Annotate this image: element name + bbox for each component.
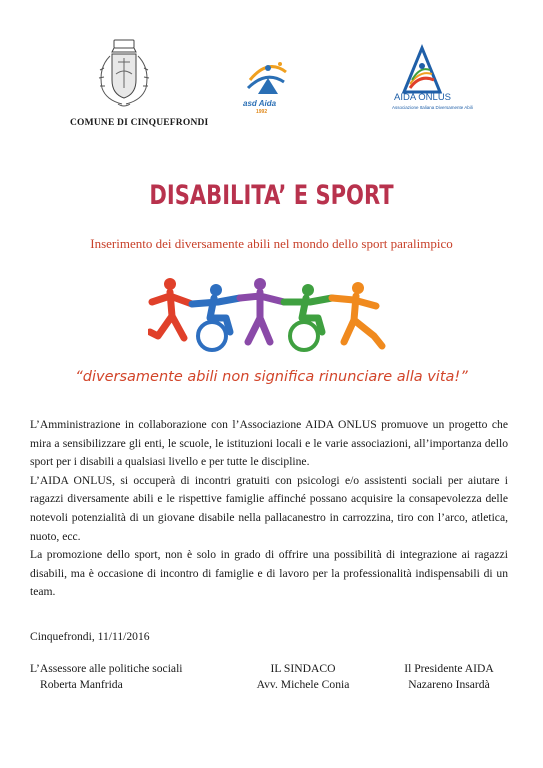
signature-role: IL SINDACO	[270, 662, 336, 675]
page-subtitle: Inserimento dei diversamente abili nel mondo dello sport paralimpico	[90, 236, 453, 251]
asd-aida-year: 1992	[256, 109, 268, 115]
aida-onlus-subtitle: Associazione Italiana Diversamente Abili	[392, 105, 473, 110]
document-date: Cinquefrondi, 11/11/2016	[30, 630, 150, 643]
aida-onlus-name: AIDA ONLUS	[394, 92, 452, 103]
signature-assessore	[30, 661, 200, 693]
signature-presidente	[379, 661, 519, 693]
signature-role: L’Assessore alle politiche sociali	[30, 662, 183, 675]
comune-label: COMUNE DI CINQUEFRONDI	[70, 118, 209, 128]
body-paragraph-2: L’AIDA ONLUS, si occuperà di incontri gratuiti con psicologi e/o assistenti sociali per aiutare i ragazzi diversamente abili e le rispettive famiglie affinché possano acquisire la consapevolezza delle notevoli potenzialità di un giovane disabile nella pallacanestro in carrozzina, tiro con l’arco, atletica, nuoto, ecc.	[30, 473, 508, 543]
body-paragraph-3: La promozione dello sport, non è solo in grado di offrire una possibilità di integrazione ai ragazzi disabili, ma è occasione di incontro di famiglie e di lavoro per la professionalità indispensabili di un team.	[30, 548, 508, 599]
people-holding-hands-icon	[148, 276, 388, 360]
body-paragraph-1: L’Amministrazione in collaborazione con l’Associazione AIDA ONLUS promuove un progetto che mira a sensibilizzare gli enti, le scuole, le istituzioni locali e le varie associazioni, all’importanza dello sport per i disabili a qualsiasi livello e per tutte le discipline.	[30, 418, 508, 469]
page-title: DISABILITA’ E SPORT	[149, 180, 394, 211]
signature-role: Il Presidente AIDA	[404, 662, 494, 675]
signature-person: Avv. Michele Conia	[256, 678, 350, 691]
signature-sindaco	[243, 661, 363, 693]
body-text	[30, 416, 508, 602]
tagline: “diversamente abili non significa rinunciare alla vita!”	[75, 369, 468, 385]
asd-aida-name: asd Aida	[243, 99, 277, 108]
signature-person: Nazareno Insardà	[408, 678, 490, 691]
signature-person: Roberta Manfrida	[40, 678, 123, 691]
coat-of-arms-icon	[92, 38, 156, 110]
